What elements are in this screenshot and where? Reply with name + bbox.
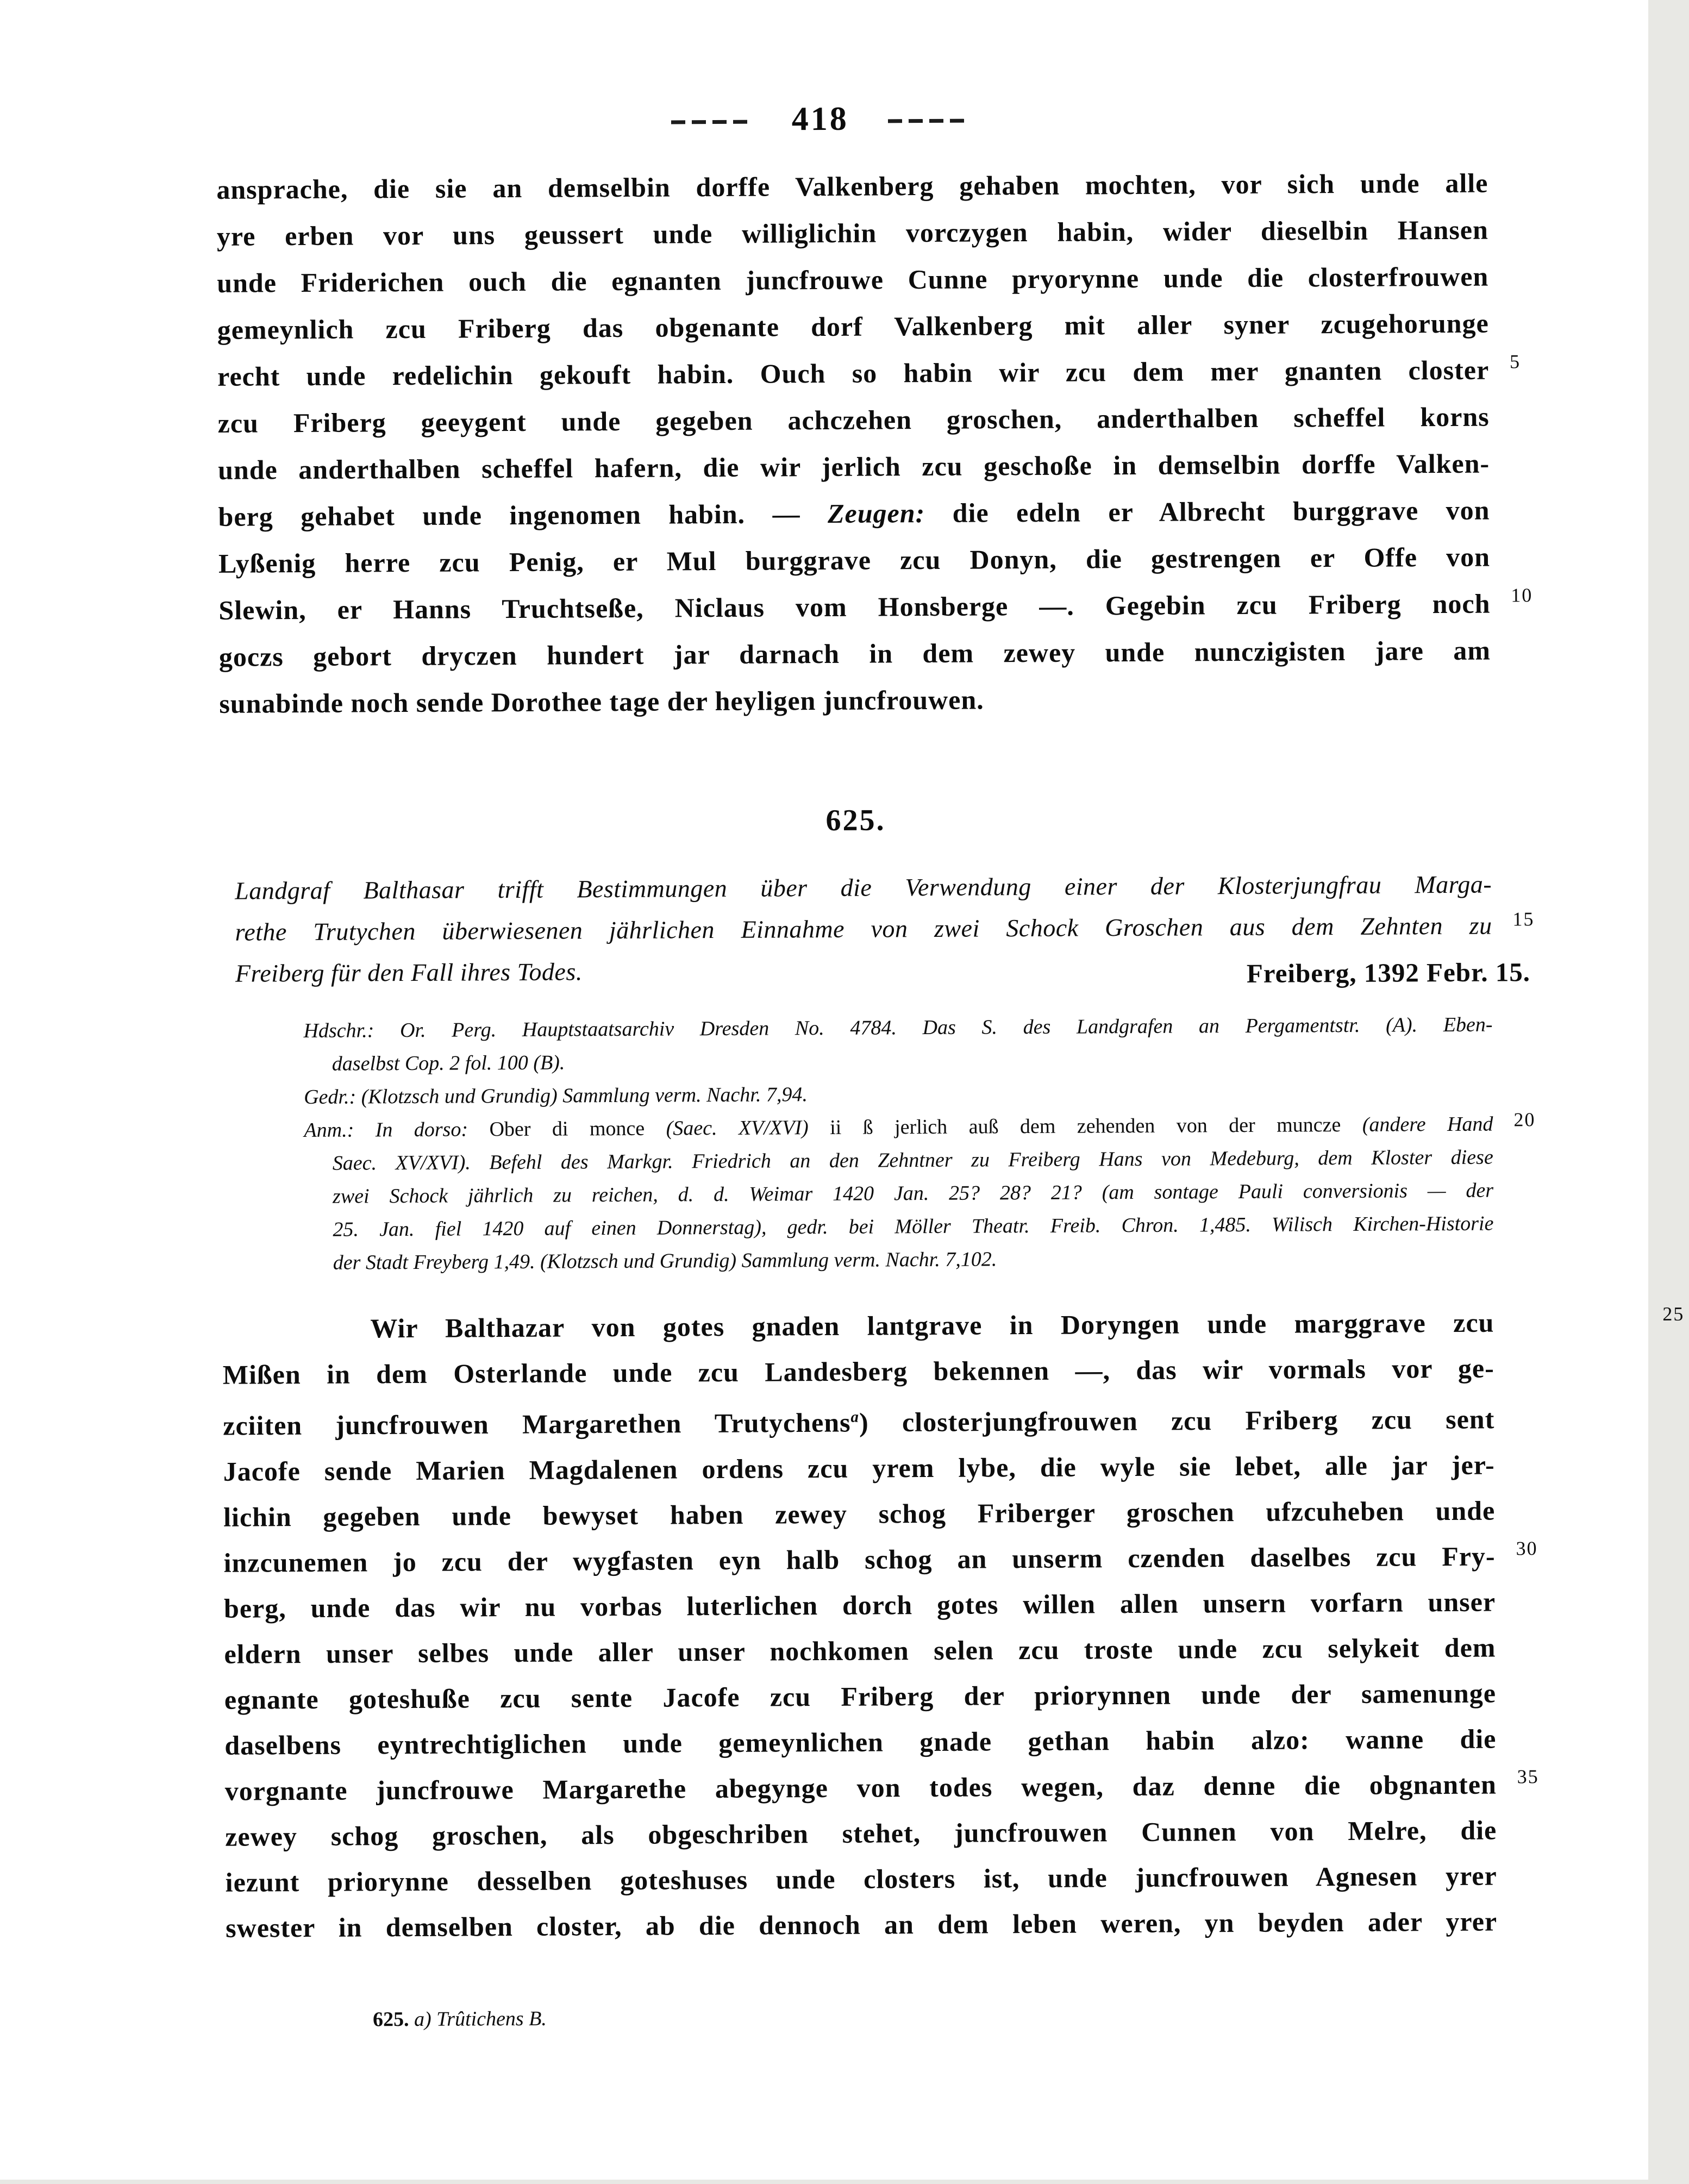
text-segment: Wir Balthazar von gotes gnaden lantgrave in Doryngen unde marggrave zcu <box>370 1307 1494 1344</box>
text-line <box>304 1042 1493 1081</box>
page-header <box>0 98 1644 140</box>
text-line <box>235 864 1492 912</box>
text-line <box>219 674 1491 727</box>
text-segment: 625. <box>372 2007 415 2031</box>
text-segment: goczs gebort dryczen hundert jar darnach in dem zewey unde nunczigisten jare am <box>218 635 1491 672</box>
margin-line-number: 30 <box>1516 1537 1538 1560</box>
text-line <box>223 1442 1495 1494</box>
margin-line-number: 25 <box>1662 1303 1685 1325</box>
text-segment: unde Friderichen ouch die egnanten juncfrouwe Cunne pryorynne unde die closterfrouwen <box>217 261 1489 298</box>
text-segment: daselbens eyntrechtiglichen unde gemeynlichen gnade gethan habin alzo: wanne die <box>224 1723 1497 1761</box>
text-line <box>225 1853 1497 1905</box>
text-line <box>304 1174 1493 1213</box>
text-line <box>304 1207 1493 1247</box>
text-line <box>224 1716 1496 1768</box>
text-segment: lichin gegeben unde bewyset haben zewey schog Friberger groschen ufzcuheben unde <box>223 1495 1496 1532</box>
text-line <box>217 347 1521 400</box>
text-segment: Gedr.: (Klotzsch und Grundig) Sammlung verm. Nachr. 7,94. <box>304 1083 808 1109</box>
text-segment: rethe Trutychen überwiesenen jährlichen Einnahme von zwei Schock Groschen aus dem Zehnten zu <box>235 911 1492 946</box>
text-segment: ) closterjungfrouwen zcu Friberg zcu sent <box>859 1404 1495 1438</box>
text-segment: egnante goteshuße zcu sente Jacofe zcu Friberg der priorynnen unde der samenunge <box>224 1678 1497 1715</box>
text-segment: Lyßenig herre zcu Penig, er Mul burggrave zcu Donyn, die gestrengen er Offe von <box>218 541 1491 579</box>
text-segment: zewey schog groschen, als obgeschriben stehet, juncfrouwen Cunnen von Melre, die <box>225 1814 1497 1852</box>
text-line <box>218 534 1490 587</box>
text-line <box>226 1898 1497 1950</box>
text-segment: berg, unde das wir nu vorbas luterlichen dorch gotes willen allen unsern vorfarn unser <box>223 1586 1496 1624</box>
text-segment: 25. Jan. fiel 1420 auf einen Donnerstag), gedr. bei Möller Theatr. Freib. Chron. 1,485. Wilisch Kirchen-Historie <box>333 1212 1494 1241</box>
text-segment: eldern unser selbes unde aller unser nochkomen selen zcu troste unde zcu selykeit dem <box>224 1632 1496 1669</box>
text-line <box>224 1624 1496 1676</box>
text-line <box>373 2001 1242 2033</box>
text-line <box>223 1391 1494 1449</box>
text-line <box>225 1807 1497 1859</box>
text-line <box>304 1141 1493 1180</box>
text-segment: a <box>850 1408 860 1426</box>
text-segment: Jacofe sende Marien Magdalenen ordens zcu yrem lybe, die wyle sie lebet, alle jar jer- <box>223 1449 1495 1487</box>
text-line <box>217 253 1488 306</box>
margin-line-number: 35 <box>1517 1765 1539 1788</box>
text-line <box>219 627 1491 680</box>
text-line <box>224 1670 1496 1722</box>
text-segment: (andere Hand <box>1362 1112 1493 1136</box>
text-segment: Freiberg für den Fall ihres Todes. <box>235 958 583 987</box>
text-line <box>218 440 1490 493</box>
text-segment: iezunt priorynne desselben goteshuses unde closters ist, unde juncfrouwen Agnesen yrer <box>225 1860 1497 1898</box>
text-segment: Landgraf Balthasar trifft Bestimmungen über die Verwendung einer der Klosterjungfrau Marga- <box>235 870 1492 905</box>
text-segment: recht unde redelichin gekouft habin. Ouch so habin wir zcu dem mer gnanten closter <box>217 354 1490 392</box>
text-line <box>216 160 1488 213</box>
header-rule-left <box>671 120 753 124</box>
text-line <box>218 487 1490 540</box>
text-segment: gemeynlich zcu Friberg das obgenante dorf Valkenberg mit aller syner zcugehorunge <box>217 308 1489 345</box>
text-segment: inzcunemen jo zcu der wygfasten eyn halb schog an unserm czenden daselbes zcu Fry- <box>223 1541 1496 1578</box>
text-segment: Saec. XV/XVI). Befehl des Markgr. Friedrich an den Zehntner zu Freiberg Hans von Medeburg, dem Kloster diese <box>332 1146 1493 1175</box>
entry-summary <box>235 864 1535 994</box>
text-line <box>224 1579 1496 1631</box>
text-line <box>304 1075 1493 1114</box>
margin-line-number: 10 <box>1511 584 1533 606</box>
text-line <box>223 1533 1538 1585</box>
margin-line-number: 20 <box>1513 1109 1536 1131</box>
entry-number-heading: 625. <box>825 803 886 837</box>
text-segment: a) Trûtichens B. <box>414 2007 547 2031</box>
text-segment: zciiten juncfrouwen Margarethen Trutychens <box>223 1407 851 1441</box>
text-segment: Zeugen: <box>827 498 925 529</box>
text-line <box>217 393 1489 447</box>
entry-body-paragraph <box>222 1300 1685 1951</box>
text-segment: ansprache, die sie an demselbin dorffe Valkenberg gehaben mochten, vor sich unde alle <box>216 167 1488 205</box>
text-segment: daselbst Cop. 2 fol. 100 (B). <box>331 1051 565 1075</box>
text-segment: die edeln er Albrecht burggrave von <box>925 495 1490 529</box>
margin-line-number: 5 <box>1509 351 1521 373</box>
text-line <box>303 1009 1492 1048</box>
text-segment: swester in demselben closter, ab die dennoch an dem leben weren, yn beyden ader yrer <box>226 1906 1498 1943</box>
footnote <box>373 2001 1242 2033</box>
text-segment: Anm.: In dorso: <box>304 1118 490 1142</box>
text-line <box>224 1761 1539 1813</box>
header-rule-right <box>888 118 969 123</box>
text-segment: (Saec. XV/XVI) <box>666 1116 830 1140</box>
text-segment: zwei Schock jährlich zu reichen, d. d. Weimar 1420 Jan. 25? 28? 21? (am sontage Pauli conversionis — der <box>333 1179 1494 1208</box>
text-segment: berg gehabet unde ingenomen habin. — <box>218 498 828 532</box>
text-line <box>305 1241 1494 1280</box>
text-line <box>223 1487 1495 1540</box>
text-segment: der Stadt Freyberg 1,49. (Klotzsch und Grundig) Sammlung verm. Nachr. 7,102. <box>333 1248 997 1274</box>
text-segment: vorgnante juncfrouwe Margarethe abegynge von todes wegen, daz denne die obgnanten <box>224 1769 1497 1806</box>
text-segment: unde anderthalben scheffel hafern, die wir jerlich zcu geschoße in demselbin dorffe Valken- <box>217 448 1490 485</box>
text-line <box>304 1108 1536 1147</box>
margin-line-number: 15 <box>1512 908 1535 930</box>
text-segment: ii ß jerlich auß dem zehenden von der muncze <box>830 1113 1362 1139</box>
text-segment: sunabinde noch sende Dorothee tage der heyligen juncfrouwen. <box>219 684 984 719</box>
text-segment: Hdschr.: Or. Perg. Hauptstaatsarchiv Dresden No. 4784. Das S. des Landgrafen an Pergamentstr. (A). Eben- <box>303 1013 1493 1043</box>
text-line <box>217 206 1488 260</box>
entry-date: Freiberg, 1392 Febr. 15. <box>1246 957 1531 988</box>
text-line <box>223 1346 1494 1398</box>
text-line <box>218 580 1533 634</box>
previous-entry-paragraph <box>216 160 1533 727</box>
text-line <box>235 947 1531 994</box>
source-notes <box>303 1009 1536 1280</box>
text-segment: Mißen in dem Osterlande unde zcu Landesberg bekennen —, das wir vormals vor ge- <box>222 1353 1494 1390</box>
text-line <box>222 1300 1685 1352</box>
page-number: 418 <box>791 100 849 138</box>
text-segment: Slewin, er Hanns Truchtseße, Niclaus vom Honsberge —. Gegebin zcu Friberg noch <box>218 588 1491 625</box>
text-line <box>217 300 1489 353</box>
text-segment: yre erben vor uns geussert unde williglichin vorczygen habin, wider dieselbin Hansen <box>216 214 1488 252</box>
text-segment: zcu Friberg geeygent unde gegeben achczehen groschen, anderthalben scheffel korns <box>217 401 1490 439</box>
text-segment: Ober di monce <box>489 1117 666 1141</box>
text-line <box>235 905 1535 953</box>
